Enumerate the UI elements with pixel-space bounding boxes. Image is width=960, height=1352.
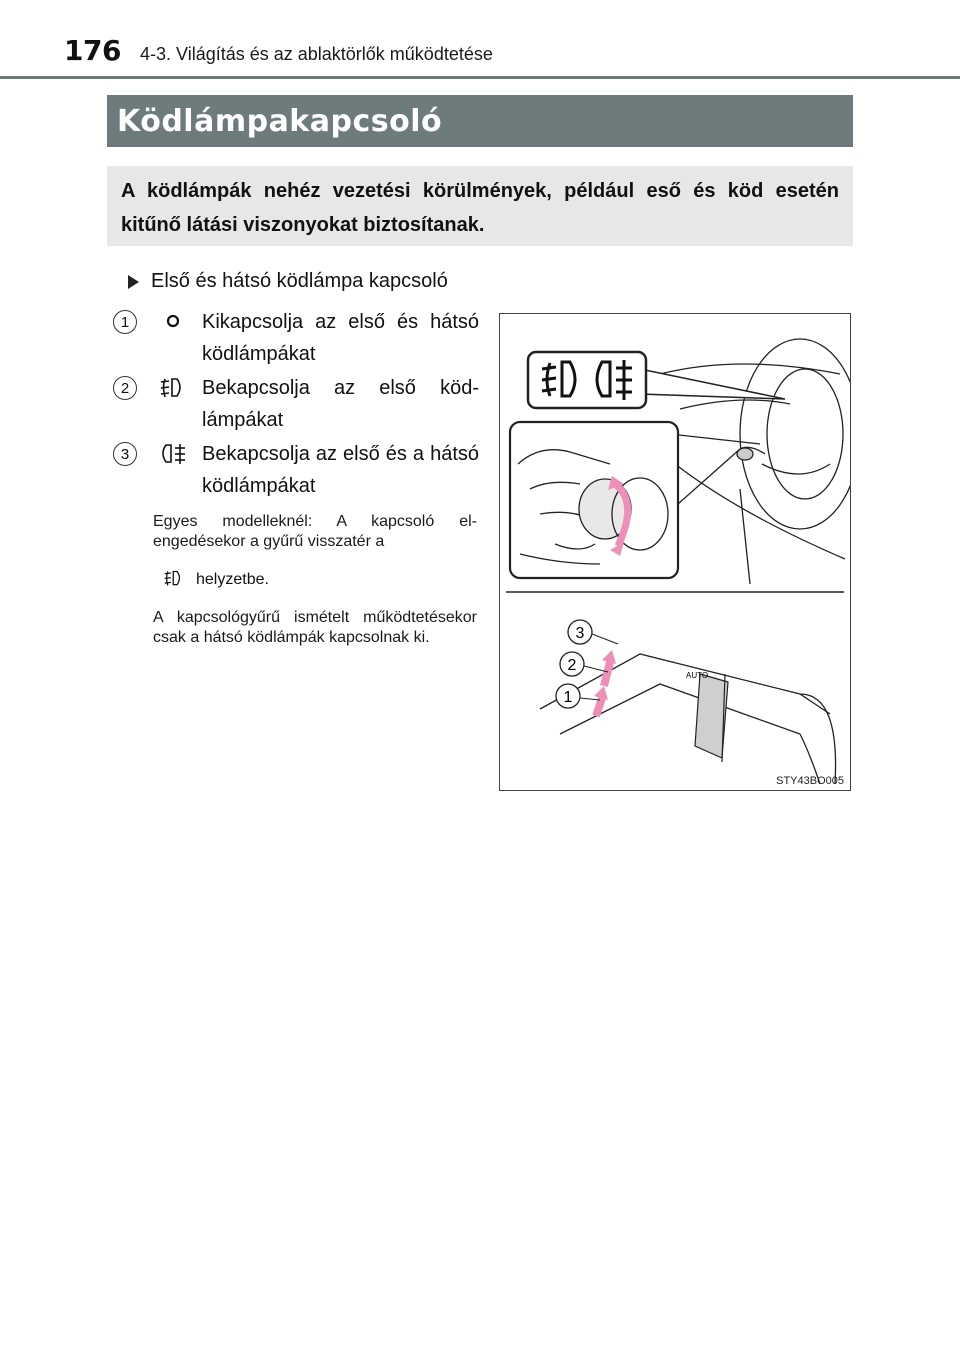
- page-number: 176: [64, 34, 121, 67]
- stalk-ring: [695, 674, 728, 762]
- front-fog-lamp-icon: [160, 568, 188, 592]
- figure-code: STY43BO005: [776, 775, 844, 787]
- step-text: Bekapcsolja az első és a hátsó ködlámpákat: [202, 443, 479, 497]
- step-text: Bekapcsolja az első ködlámpákat: [202, 377, 479, 431]
- chapter-title: 4-3. Világítás és az ablaktörlők működtetése: [140, 44, 493, 64]
- triangle-bullet-icon: [128, 275, 139, 289]
- front-fog-lamp-icon: [155, 376, 191, 404]
- subsection-heading: [128, 270, 448, 293]
- note-position-text: helyzetbe.: [196, 571, 269, 588]
- switch-auto-label: AUTO: [686, 671, 709, 680]
- step-number: 3: [113, 442, 137, 466]
- step-text: Kikapcsolja az első és hátsó ködlámpákat: [202, 311, 479, 365]
- note-position-line: [160, 568, 269, 592]
- intro-box: A ködlámpák nehéz vezetési körülmények, például eső és köd esetén kitűnő látási viszonyokat biztosítanak.: [107, 166, 853, 246]
- callout-number: 3: [575, 625, 585, 642]
- section-title-bar: [107, 95, 853, 147]
- step-number: 2: [113, 376, 137, 400]
- step-number: 1: [113, 310, 137, 334]
- note-paragraph: Egyes modelleknél: A kapcsoló elengedésekor a gyűrű visszatér a: [153, 513, 477, 550]
- illustration-figure: [499, 313, 851, 791]
- callout-number: 2: [567, 657, 577, 674]
- header-rule: [0, 76, 960, 79]
- fog-switch-illustration: [500, 314, 850, 790]
- callout-3: [568, 620, 618, 644]
- subsection-heading-text: Első és hátsó ködlámpa kapcsoló: [151, 270, 448, 292]
- note-paragraph: A kapcsológyűrű ismételt működtetésekor csak a hátsó ködlámpák kapcsolnak ki.: [153, 609, 477, 646]
- section-title: Ködlámpakapcsoló: [117, 103, 443, 139]
- callout-number: 1: [563, 689, 573, 706]
- off-circle-icon: [155, 310, 191, 338]
- callout-2: [560, 652, 608, 676]
- rear-fog-lamp-icon: [155, 442, 191, 470]
